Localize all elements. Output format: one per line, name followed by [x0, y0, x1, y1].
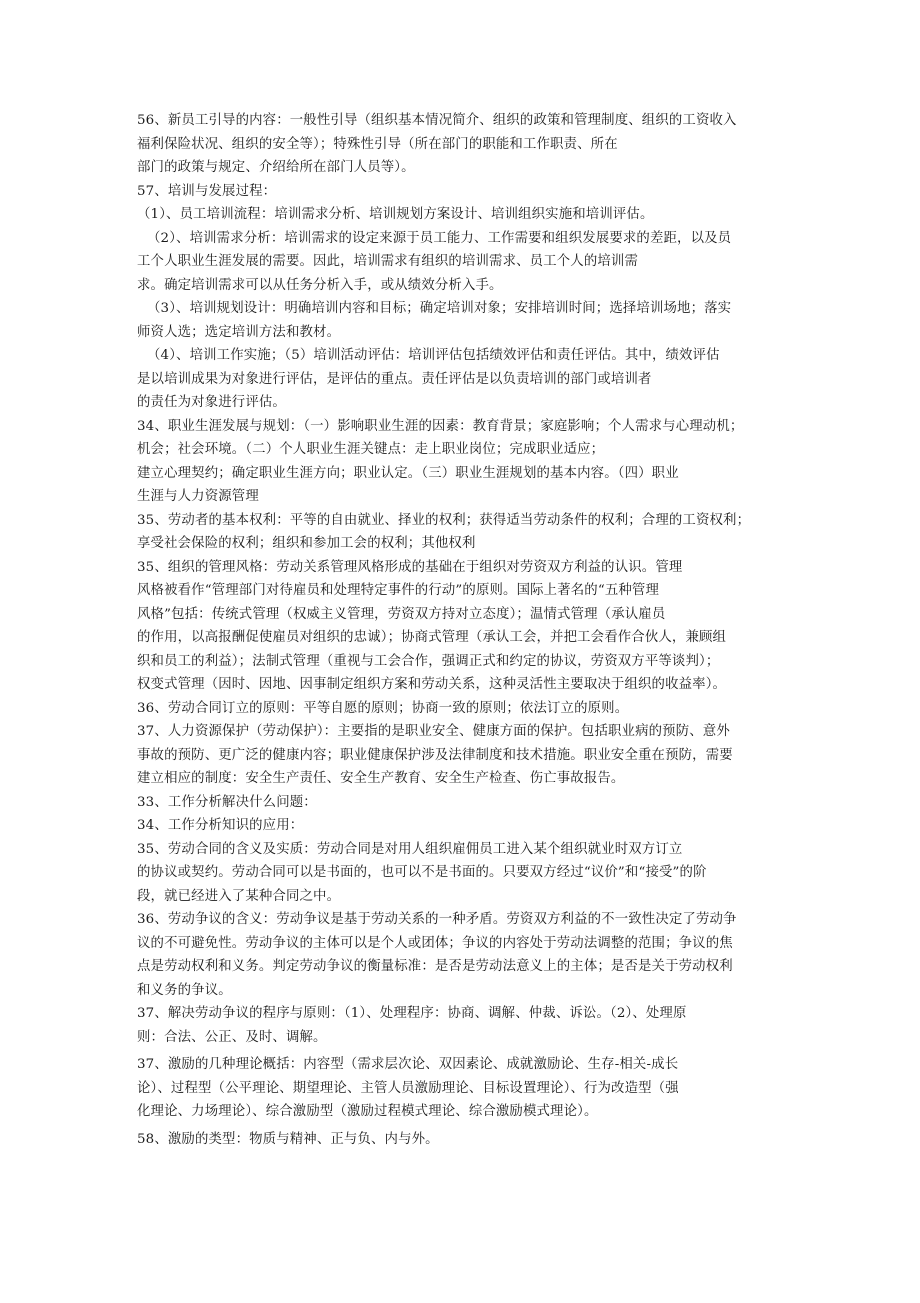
- text-line: 37、解决劳动争议的程序与原则：（1）、处理程序：协商、调解、仲裁、诉讼。（2）、处理原: [137, 1006, 687, 1021]
- text-line: （4）、培训工作实施；（5）培训活动评估：培训评估包括绩效评估和责任评估。其中，绩效评估: [147, 348, 720, 363]
- text-line: 36、劳动争议的含义：劳动争议是基于劳动关系的一种矛盾。劳资双方利益的不一致性决定了劳动争: [137, 912, 737, 927]
- text-line: 福利保险状况、组织的安全等）；特殊性引导（所在部门的职能和工作职责、所在: [137, 136, 618, 152]
- text-line: 的责任为对象进行评估。: [137, 395, 286, 410]
- text-line: 化理论、力场理论）、综合激励型（激励过程模式理论、综合激励模式理论）。: [137, 1104, 598, 1119]
- text-line: 师资人选；选定培训方法和教材。: [137, 324, 341, 340]
- text-line: 工个人职业生涯发展的需要。因此，培训需求有组织的培训需求、员工个人的培训需: [137, 254, 639, 269]
- text-line: 织和员工的利益）；法制式管理（重视与工会合作，强调正式和约定的协议，劳资双方平等谈判）；: [137, 653, 720, 669]
- text-line: 权变式管理（因时、因地、因事制定组织方案和劳动关系，这种灵活性主要取决于组织的收益率）。: [137, 677, 727, 692]
- text-line: 风格被看作“管理部门对待雇员和处理特定事件的行动”的原则。国际上著名的“五种管理: [137, 583, 659, 598]
- text-line: 论）、过程型（公平理论、期望理论、主管人员激励理论、目标设置理论）、行为改造型（强: [137, 1080, 679, 1096]
- text-line: 56、新员工引导的内容：一般性引导（组织基本情况简介、组织的政策和管理制度、组织的工资收入: [137, 113, 737, 128]
- text-line: 35、劳动者的基本权利：平等的自由就业、择业的权利；获得适当劳动条件的权利；合理的工资权利；: [137, 512, 751, 528]
- text-line: 34、工作分析知识的应用：: [137, 818, 304, 833]
- text-line: （3）、培训规划设计：明确培训内容和目标；确定培训对象；安排培训时间；选择培训场地；落实: [147, 301, 732, 316]
- text-line: 57、培训与发展过程：: [137, 183, 277, 199]
- text-line: 33、工作分析解决什么问题：: [137, 794, 317, 810]
- text-line: 段，就已经进入了某种合同之中。: [137, 888, 341, 904]
- text-line: 点是劳动权利和义务。判定劳动争议的衡量标准：是否是劳动法意义上的主体；是否是关于劳动权利: [137, 959, 733, 974]
- text-line: 建立心理契约；确定职业生涯方向；职业认定。（三）职业生涯规划的基本内容。（四）职业: [137, 465, 679, 481]
- text-line: 和义务的争议。: [137, 982, 232, 998]
- text-line: 求。确定培训需求可以从任务分析入手，或从绩效分析入手。: [137, 277, 503, 293]
- text-line: 35、劳动合同的含义及实质：劳动合同是对用人组织雇佣员工进入某个组织就业时双方订立: [137, 841, 683, 857]
- text-line: 的作用，以高报酬促使雇员对组织的忠诚）；协商式管理（承认工会，并把工会看作合伙人，兼顾组: [137, 630, 727, 645]
- text-line: 建立相应的制度：安全生产责任、安全生产教育、安全生产检查、伤亡事故报告。: [137, 771, 625, 786]
- text-line: 事故的预防、更广泛的健康内容；职业健康保护涉及法律制度和技术措施。职业安全重在预防，需要: [137, 747, 733, 763]
- text-line: 35、组织的管理风格：劳动关系管理风格形成的基础在于组织对劳资双方利益的认识。管理: [137, 559, 683, 575]
- text-line: 的协议或契约。劳动合同可以是书面的，也可以不是书面的。只要双方经过“议价”和“接受”的阶: [137, 865, 707, 880]
- text-line: 部门的政策与规定、介绍给所在部门人员等）。: [137, 160, 415, 175]
- text-line: 生涯与人力资源管理: [137, 489, 259, 504]
- text-line: 37、激励的几种理论概括：内容型（需求层次论、双因素论、成就激励论、生存-相关-成长: [137, 1057, 679, 1072]
- text-line: （1）、员工培训流程：培训需求分析、培训规划方案设计、培训组织实施和培训评估。: [137, 207, 654, 222]
- text-line: 机会；社会环境。（二）个人职业生涯关键点：走上职业岗位；完成职业适应；: [137, 442, 605, 457]
- text-line: 36、劳动合同订立的原则：平等自愿的原则；协商一致的原则；依法订立的原则。: [137, 700, 629, 716]
- document-body: [137, 109, 787, 1151]
- text-line: 是以培训成果为对象进行评估，是评估的重点。责任评估是以负责培训的部门或培训者: [137, 371, 652, 387]
- text-line: 58、激励的类型：物质与精神、正与负、内与外。: [137, 1131, 439, 1147]
- text-line: 议的不可避免性。劳动争议的主体可以是个人或团体；争议的内容处于劳动法调整的范围；争议的焦: [137, 935, 733, 951]
- text-line: 34、职业生涯发展与规划：（一）影响职业生涯的因素：教育背景；家庭影响；个人需求与心理动机；: [137, 418, 744, 434]
- text-line: 则：合法、公正、及时、调解。: [137, 1029, 327, 1045]
- text-line: 37、人力资源保护（劳动保护）：主要指的是职业安全、健康方面的保护。包括职业病的预防、意外: [137, 724, 730, 739]
- text-line: 享受社会保险的权利；组织和参加工会的权利；其他权利: [137, 536, 476, 551]
- text-line: 风格”包括：传统式管理（权威主义管理，劳资双方持对立态度）；温情式管理（承认雇员: [137, 606, 666, 622]
- text-line: （2）、培训需求分析：培训需求的设定来源于员工能力、工作需要和组织发展要求的差距，以及员: [147, 230, 732, 246]
